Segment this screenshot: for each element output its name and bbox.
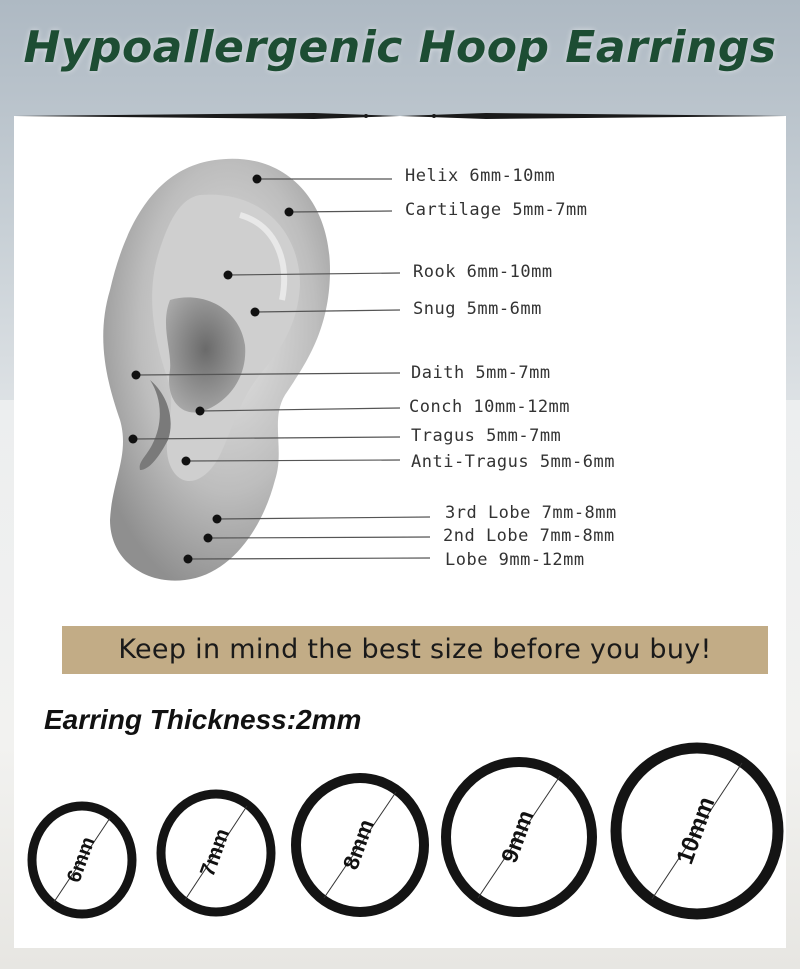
hoop-ring-9mm <box>446 762 592 912</box>
ring-label-6mm: 6mm <box>63 834 100 886</box>
hoop-ring-8mm <box>296 778 424 912</box>
hoop-ring-7mm <box>161 794 271 912</box>
ring-label-7mm: 7mm <box>195 825 235 880</box>
label-conch: Conch 10mm-12mm <box>409 397 571 417</box>
label-anti-tragus: Anti-Tragus 5mm-6mm <box>411 452 615 472</box>
label-helix: Helix 6mm-10mm <box>405 166 556 186</box>
hoop-ring-10mm <box>616 748 778 914</box>
label-daith: Daith 5mm-7mm <box>411 363 551 383</box>
label-2nd-lobe: 2nd Lobe 7mm-8mm <box>443 526 615 546</box>
label-lobe: Lobe 9mm-12mm <box>445 550 585 570</box>
ring-label-9mm: 9mm <box>495 806 539 867</box>
thickness-label: Earring Thickness:2mm <box>44 704 362 735</box>
label-snug: Snug 5mm-6mm <box>413 299 542 319</box>
label-3rd-lobe: 3rd Lobe 7mm-8mm <box>445 503 617 523</box>
size-advice-banner: Keep in mind the best size before you buy! <box>62 626 768 674</box>
hoop-ring-6mm <box>32 806 132 914</box>
label-tragus: Tragus 5mm-7mm <box>411 426 562 446</box>
label-cartilage: Cartilage 5mm-7mm <box>405 200 588 220</box>
ring-label-8mm: 8mm <box>337 816 379 873</box>
ring-label-10mm: 10mm <box>671 793 721 868</box>
page-title: Hypoallergenic Hoop Earrings <box>23 22 777 73</box>
hoop-rings <box>0 730 800 950</box>
label-rook: Rook 6mm-10mm <box>413 262 553 282</box>
